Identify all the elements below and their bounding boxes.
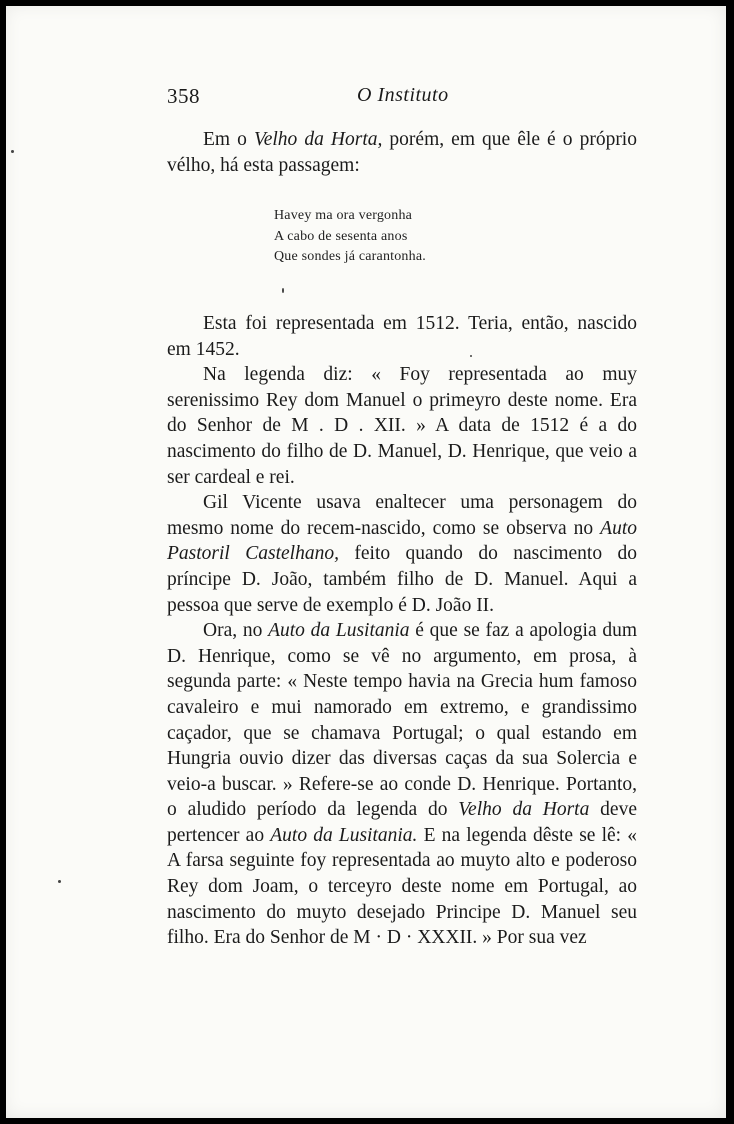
scan-speck (11, 150, 14, 153)
work-title-auto-da-lusitania-2: Auto da Lusitania. (270, 824, 418, 846)
paragraph-4-text-b: é que se faz a apologia dum D. Henrique, como se vê no argumento, em prosa, à segunda parte: « Neste tempo havia na Grecia hum famoso cavaleiro e mui namorado em extremo, e grandissimo caçador, que se chamava Portugal; o qual estando em Hungria ouvio dizer das diversas caças da sua Solercia e veio-a buscar. » Refere-se ao conde D. Henrique. Portanto, o aludido período da legenda do (167, 620, 637, 821)
verse-quotation (274, 206, 534, 268)
scan-border-top (0, 0, 734, 6)
scan-speck (58, 880, 61, 883)
paragraph-4-text-c: deve pertencer ao (167, 799, 637, 846)
paragraph-3-text-a: Gil Vicente usava enaltecer uma personagem do mesmo nome do recem-nascido, como se observa no (167, 492, 637, 539)
page-header (0, 84, 734, 114)
verse-line: A cabo de sesenta anos (274, 228, 408, 244)
scan-speck (470, 355, 472, 357)
paragraph-3-text-b: feito quando do nascimento do príncipe D. João, também filho de D. Manuel. Aqui a pessoa que serve de exemplo é D. João II. (167, 543, 637, 616)
paragraph-3 (167, 490, 637, 618)
intro-text-a: Em o (203, 129, 254, 150)
page-number: 358 (167, 84, 200, 108)
verse-line: Havey ma ora vergonha (274, 208, 413, 223)
intro-text-b: porém, em que êle é o próprio vélho, há esta passagem: (167, 129, 637, 176)
paragraph-2: Na legenda diz: « Foy representada ao muy serenissimo Rey dom Manuel o primeyro deste nome. Era do Senhor de M . D . XII. » A data de 1512 é a do nascimento do filho de D. Manuel, D. Henrique, que veio a ser cardeal e rei. (167, 364, 637, 488)
paragraph-4-text-a: Ora, no (203, 620, 269, 642)
paragraph-4 (167, 618, 637, 951)
work-title-auto-da-lusitania: Auto da Lusitania (268, 620, 410, 642)
work-title-auto-pastoril: Auto Pastoril Castelhano, (167, 517, 637, 565)
work-title-velho-da-horta: Velho da Horta, (253, 129, 383, 150)
paragraph-4-text-d: E na legenda dêste se lê: « A farsa seguinte foy representada ao muyto alto e poderoso Rey dom Joam, o terceyro deste nome em Portugal, ao nascimento do muyto desejado Principe D. Manuel seu filho. Era do Senhor de M · D · XXXII. » Por sua vez (167, 824, 637, 949)
scan-border-right (726, 0, 734, 1124)
running-title: O Instituto (357, 84, 449, 106)
body-text (167, 311, 637, 951)
intro-paragraph (167, 127, 637, 178)
scan-border-left (0, 0, 6, 1124)
paragraph-1: Esta foi representada em 1512. Teria, então, nascido em 1452. (167, 313, 637, 360)
scan-border-bottom (0, 1118, 734, 1124)
verse-line: Que sondes já carantonha. (274, 249, 426, 264)
scan-speck (282, 288, 284, 293)
work-title-velho-da-horta-2: Velho da Horta (458, 799, 590, 821)
